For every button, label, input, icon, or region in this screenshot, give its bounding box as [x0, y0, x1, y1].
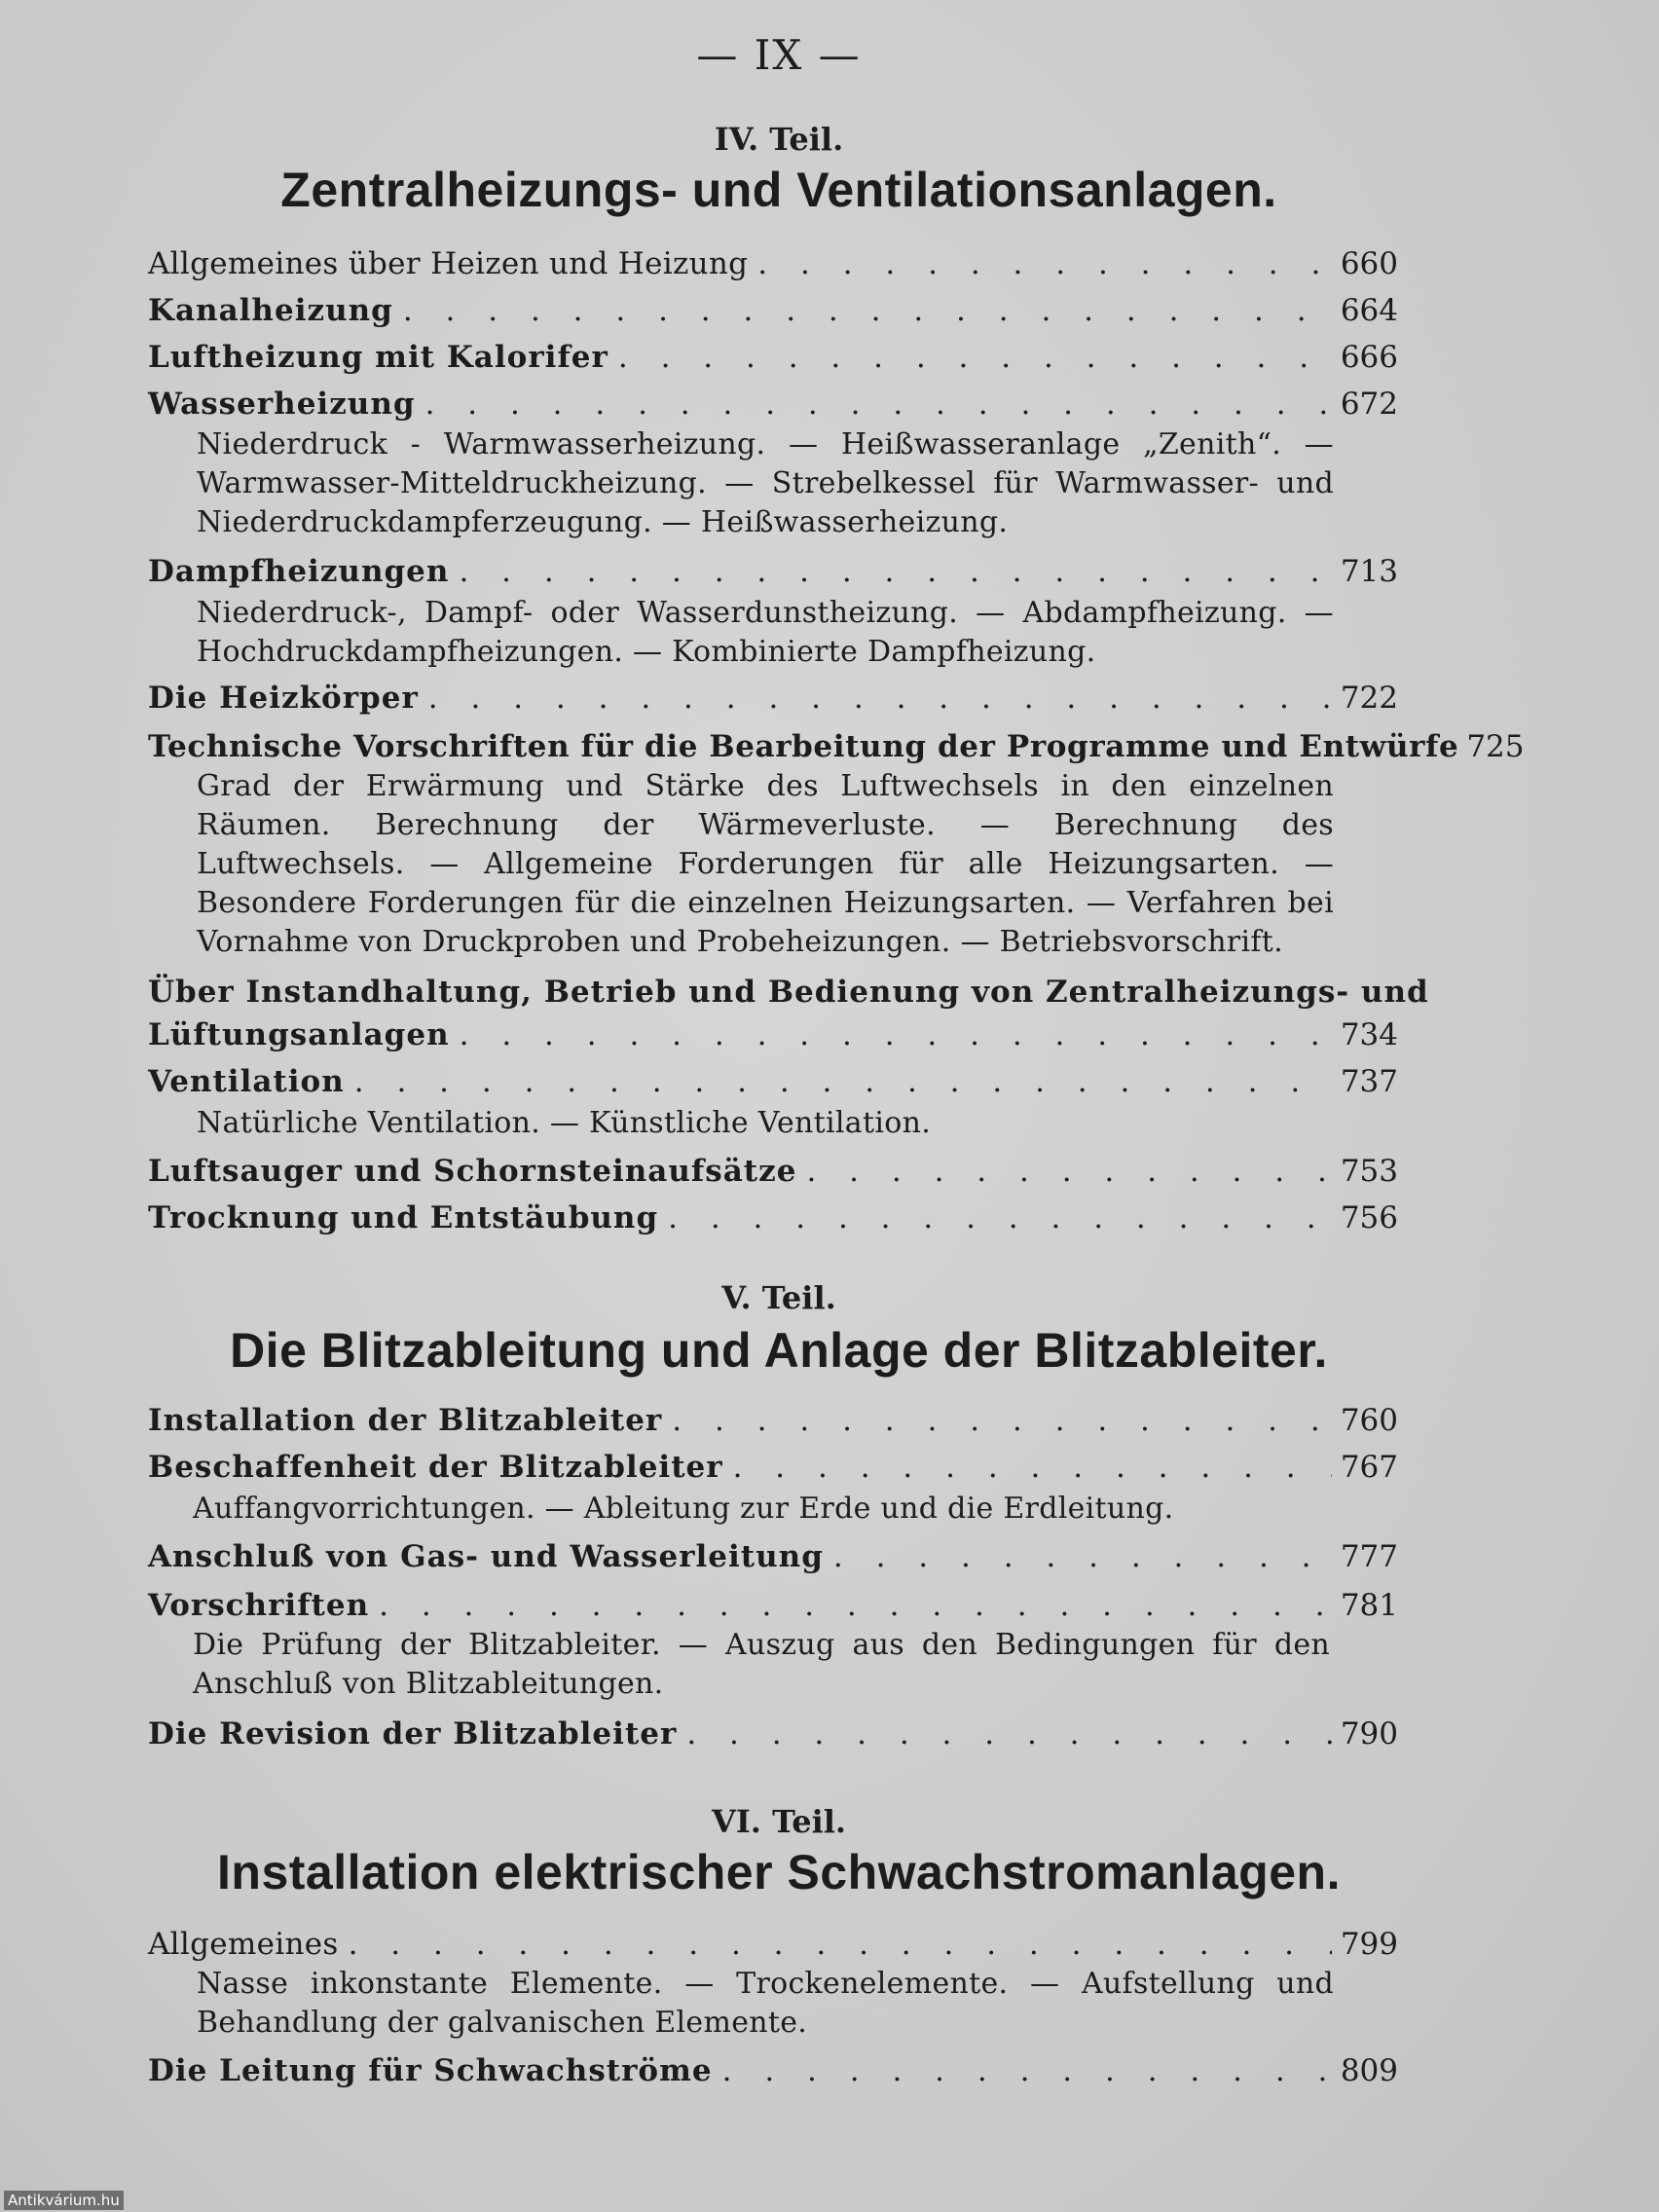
leader-dots [349, 1922, 1332, 1967]
toc-entry[interactable] [148, 1583, 1398, 1628]
leader-dots [425, 382, 1332, 426]
toc-page-number: 756 [1340, 1200, 1398, 1235]
toc-entry[interactable] [148, 1922, 1398, 1967]
toc-entry-label-line: Über Instandhaltung, Betrieb und Bedienung von Zentralheizungs- und [148, 975, 1429, 1010]
toc-entry-description: Auffangvorrichtungen. — Ableitung zur Erde und die Erdleitung. [193, 1492, 1174, 1526]
leader-dots [354, 1059, 1332, 1104]
toc-entry-label: Installation der Blitzableiter [148, 1403, 663, 1438]
toc-entry-label: Luftheizung mit Kalorifer [148, 340, 608, 375]
toc-page-number: 760 [1340, 1403, 1398, 1438]
toc-entry-label: Dampfheizungen [148, 554, 450, 589]
leader-dots [833, 1534, 1332, 1579]
watermark: Antikvárium.hu [4, 2191, 124, 2210]
toc-entry-label: Kanalheizung [148, 293, 393, 328]
toc-entry-label: Luftsauger und Schornsteinaufsätze [148, 1154, 797, 1189]
toc-entry-label: Beschaffenheit der Blitzableiter [148, 1450, 723, 1485]
toc-entry[interactable] [148, 1149, 1398, 1194]
toc-page-number: 781 [1340, 1588, 1398, 1623]
toc-page-number: 790 [1340, 1716, 1398, 1751]
leader-dots [379, 1583, 1332, 1628]
leader-dots [460, 1013, 1332, 1057]
toc-entry-label: Allgemeines [148, 1927, 339, 1962]
toc-entry-label: Die Revision der Blitzableiter [148, 1716, 678, 1751]
toc-entry[interactable] [148, 1398, 1398, 1443]
toc-entry[interactable] [148, 1013, 1398, 1057]
toc-entry-label: Lüftungsanlagen [148, 1017, 450, 1052]
toc-entry[interactable] [148, 724, 1525, 769]
toc-page-number: 734 [1340, 1017, 1398, 1052]
part-6-heading: VI. Teil. [711, 1803, 847, 1840]
toc-entry[interactable] [148, 1712, 1398, 1756]
toc-entry-label: Ventilation [148, 1064, 345, 1099]
toc-page-number: 809 [1340, 2053, 1398, 2088]
toc-entry[interactable] [148, 549, 1398, 594]
part-6-title: Installation elektrischer Schwachstromanlagen. [217, 1845, 1341, 1899]
toc-entry-description: Niederdruck - Warmwasserheizung. — Heißwasseranlage „Zenith“. — Warmwasser-Mitteldruckheizung. — Strebelkessel für Warmwasser- und Niederdruckdampferzeugung. — Heißwasserheizung. [197, 427, 1334, 539]
part-4-heading: IV. Teil. [714, 121, 844, 158]
leader-dots [668, 1196, 1332, 1240]
toc-entry[interactable] [148, 2048, 1398, 2093]
toc-page-number: 799 [1340, 1927, 1398, 1962]
toc-entry[interactable] [148, 1196, 1398, 1240]
leader-dots [757, 241, 1332, 286]
toc-page-number: 767 [1340, 1450, 1398, 1485]
leader-dots [722, 2048, 1332, 2093]
toc-entry-label: Die Leitung für Schwachströme [148, 2053, 713, 2088]
leader-dots [403, 288, 1332, 333]
toc-entry[interactable] [148, 1534, 1398, 1579]
toc-entry-label: Die Heizkörper [148, 681, 419, 716]
toc-entry[interactable] [148, 288, 1398, 333]
toc-page-number: 737 [1340, 1064, 1398, 1099]
toc-entry[interactable] [148, 382, 1398, 426]
leader-dots [672, 1398, 1332, 1443]
leader-dots [733, 1445, 1332, 1490]
toc-page-number: 777 [1340, 1539, 1398, 1574]
toc-entry-label: Technische Vorschriften für die Bearbeitung der Programme und Entwürfe [148, 729, 1459, 764]
toc-entry-description: Natürliche Ventilation. — Künstliche Ventilation. [197, 1106, 932, 1140]
leader-dots [618, 335, 1332, 380]
toc-entry[interactable] [148, 1445, 1398, 1490]
leader-dots [428, 676, 1332, 720]
toc-entry-label: Wasserheizung [148, 387, 416, 422]
toc-page-number: 664 [1340, 293, 1398, 328]
toc-page-number: 660 [1340, 246, 1398, 281]
toc-entry-description: Nasse inkonstante Elemente. — Trockenelemente. — Aufstellung und Behandlung der galvanischen Elemente. [197, 1967, 1334, 2040]
toc-entry-label: Anschluß von Gas- und Wasserleitung [148, 1539, 824, 1574]
toc-entry[interactable] [148, 241, 1398, 286]
page-number: — IX — [696, 31, 862, 79]
leader-dots [459, 549, 1332, 594]
toc-entry[interactable] [148, 335, 1398, 380]
part-5-title: Die Blitzableitung und Anlage der Blitzableiter. [230, 1323, 1328, 1378]
part-4-title: Zentralheizungs- und Ventilationsanlagen. [280, 163, 1277, 217]
leader-dots [806, 1149, 1332, 1194]
toc-entry-description: Grad der Erwärmung und Stärke des Luftwechsels in den einzelnen Räumen. Berechnung der Wärmeverluste. — Berechnung des Luftwechsels. — Allgemeine Forderungen für alle Heizungsarten. — Besondere Forderungen für die einzelnen Heizungsarten. — Verfahren bei Vornahme von Druckproben und Probeheizungen. — Betriebsvorschrift. [197, 769, 1334, 959]
toc-page-number: 722 [1340, 681, 1398, 716]
toc-entry-description: Die Prüfung der Blitzableiter. — Auszug aus den Bedingungen für den Anschluß von Blitzableitungen. [193, 1628, 1330, 1701]
toc-entry-description: Niederdruck-, Dampf- oder Wasserdunstheizung. — Abdampfheizung. — Hochdruckdampfheizungen. — Kombinierte Dampfheizung. [197, 596, 1334, 669]
toc-page-number: 672 [1340, 387, 1398, 422]
toc-entry-label: Trocknung und Entstäubung [148, 1200, 659, 1235]
toc-entry[interactable] [148, 1059, 1398, 1104]
toc-page-number: 725 [1466, 729, 1525, 764]
toc-page-number: 753 [1340, 1154, 1398, 1189]
part-5-heading: V. Teil. [721, 1279, 836, 1316]
toc-entry-label: Allgemeines über Heizen und Heizung [148, 246, 749, 281]
toc-page-number: 713 [1340, 554, 1398, 589]
toc-entry[interactable] [148, 676, 1398, 720]
toc-entry-label: Vorschriften [148, 1588, 370, 1623]
toc-page-number: 666 [1340, 340, 1398, 375]
leader-dots [686, 1712, 1332, 1756]
